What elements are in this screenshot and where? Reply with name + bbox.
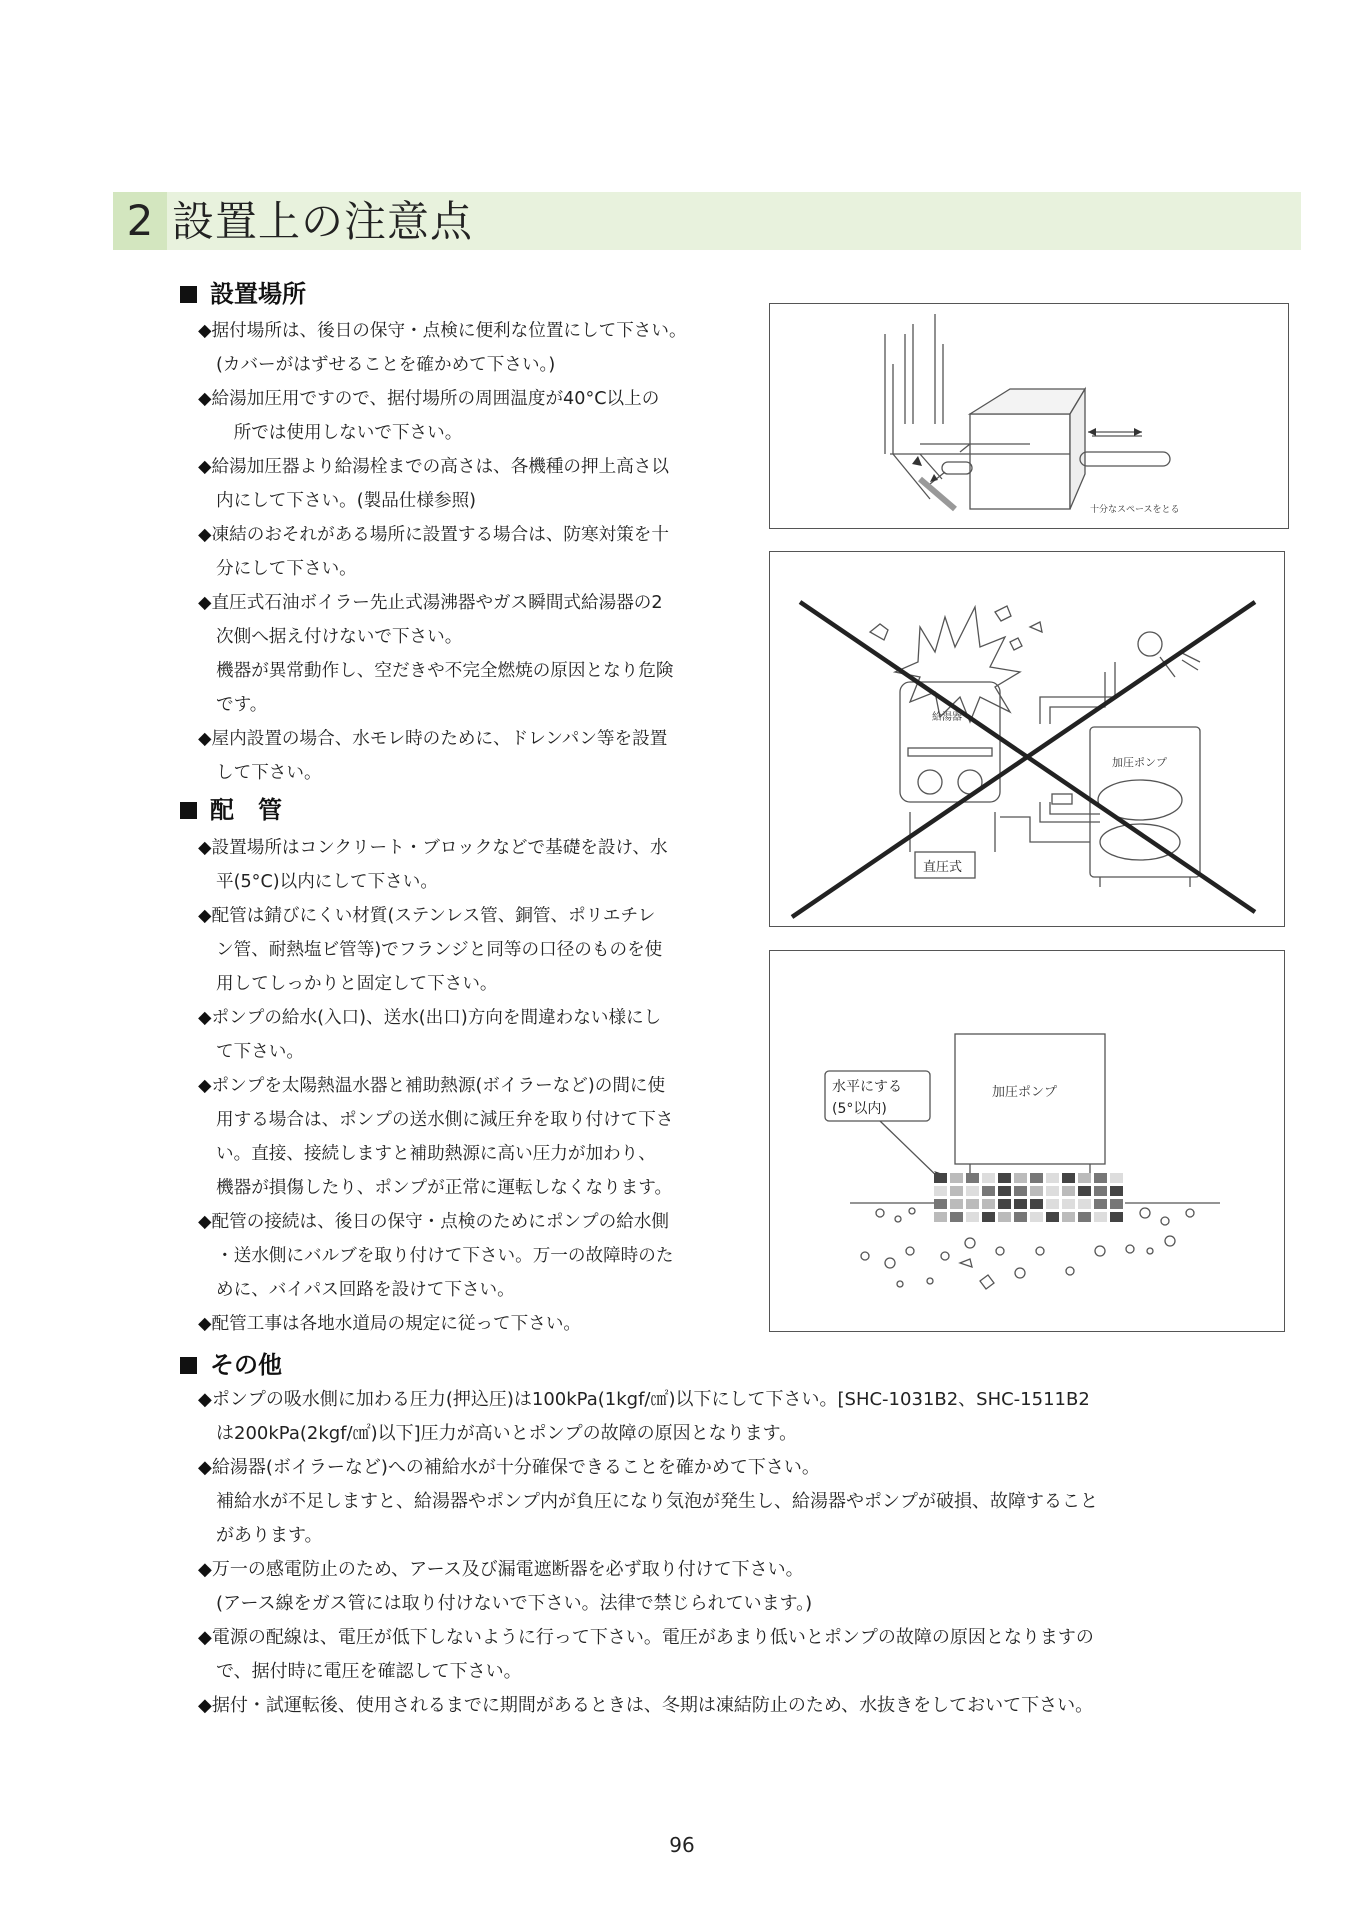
foundation-block <box>1030 1212 1043 1222</box>
line-text: 給湯加圧器より給湯栓までの高さは、各機種の押上高さ以 <box>211 457 669 477</box>
diamond-bullet-icon: ◆ <box>198 1212 212 1232</box>
fig2-type-label: 直圧式 <box>923 860 963 875</box>
line-text: 電源の配線は、電圧が低下しないように行って下さい。電圧があまり低いとポンプの故障の原因となりますの <box>211 1627 1094 1648</box>
diamond-bullet-icon: ◆ <box>198 1627 212 1648</box>
bullet-continuation <box>198 967 673 1001</box>
bullet-item <box>198 586 687 620</box>
foundation-block <box>1014 1186 1027 1196</box>
installation-space-illustration <box>770 304 1290 530</box>
foundation-block <box>1110 1173 1123 1183</box>
line-text: (カバーがはずせることを確かめて下さい。) <box>216 355 556 375</box>
foundation-block <box>1078 1173 1091 1183</box>
diamond-bullet-icon: ◆ <box>198 457 212 477</box>
bullet-continuation <box>198 1519 1098 1553</box>
foundation-block <box>1046 1186 1059 1196</box>
foundation-block <box>966 1199 979 1209</box>
line-text: で、据付時に電圧を確認して下さい。 <box>216 1661 522 1682</box>
level-foundation-illustration <box>770 951 1286 1333</box>
diamond-bullet-icon: ◆ <box>198 906 212 926</box>
foundation-block <box>1078 1212 1091 1222</box>
foundation-block <box>934 1173 947 1183</box>
figure-installation-space <box>769 303 1289 529</box>
piping-text <box>198 831 673 1341</box>
bullet-continuation <box>198 1655 1098 1689</box>
foundation-block <box>998 1186 1011 1196</box>
foundation-block <box>966 1212 979 1222</box>
bullet-continuation <box>198 348 687 382</box>
line-text: 分にして下さい。 <box>216 559 357 579</box>
bullet-continuation <box>198 484 687 518</box>
bullet-continuation <box>198 933 673 967</box>
foundation-block <box>1014 1173 1027 1183</box>
line-text: 万一の感電防止のため、アース及び漏電遮断器を必ず取り付けて下さい。 <box>211 1559 804 1580</box>
bullet-continuation <box>198 865 673 899</box>
line-text: い。直接、接続しますと補助熱源に高い圧力が加わり、 <box>216 1144 656 1164</box>
bullet-item <box>198 899 673 933</box>
bullet-continuation <box>198 1035 673 1069</box>
fig3-callout-line2: (5°以内) <box>832 1101 887 1117</box>
foundation-block <box>1062 1212 1075 1222</box>
line-text: 所では使用しないで下さい。 <box>216 423 463 443</box>
foundation-block <box>1014 1199 1027 1209</box>
location-text <box>198 314 687 790</box>
line-text: 凍結のおそれがある場所に設置する場合は、防寒対策を十 <box>211 525 669 545</box>
fig1-caption: 十分なスペースをとる <box>1090 505 1180 515</box>
figure-direct-pressure-prohibited <box>769 551 1285 927</box>
bullet-continuation <box>198 1417 1098 1451</box>
foundation-block <box>998 1173 1011 1183</box>
foundation-block <box>950 1186 963 1196</box>
bullet-item <box>198 1621 1098 1655</box>
bullet-continuation <box>198 1137 673 1171</box>
diamond-bullet-icon: ◆ <box>198 525 212 545</box>
bullet-continuation <box>198 1587 1098 1621</box>
line-text: は200kPa(2kgf/㎠)以下]圧力が高いとポンプの故障の原因となります。 <box>216 1423 798 1444</box>
bullet-continuation <box>198 1273 673 1307</box>
line-text: 据付場所は、後日の保守・点検に便利な位置にして下さい。 <box>211 321 687 341</box>
line-text: 配管は錆びにくい材質(ステンレス管、銅管、ポリエチレ <box>211 906 656 926</box>
foundation-block <box>1030 1173 1043 1183</box>
foundation-block <box>982 1173 995 1183</box>
line-text: があります。 <box>216 1525 323 1546</box>
concrete-block-foundation <box>934 1173 1123 1222</box>
foundation-block <box>1046 1212 1059 1222</box>
bullet-item <box>198 722 687 756</box>
line-text: ポンプを太陽熱温水器と補助熱源(ボイラーなど)の間に使 <box>211 1076 666 1096</box>
foundation-block <box>998 1212 1011 1222</box>
bullet-item <box>198 382 687 416</box>
line-text: して下さい。 <box>216 763 322 783</box>
diamond-bullet-icon: ◆ <box>198 593 212 613</box>
square-bullet-icon <box>180 286 197 303</box>
page-number: 96 <box>669 1833 695 1857</box>
fig3-pump-label: 加圧ポンプ <box>992 1085 1058 1100</box>
line-text: (アース線をガス管には取り付けないで下さい。法律で禁じられています。) <box>216 1593 813 1614</box>
diamond-bullet-icon: ◆ <box>198 1008 212 1028</box>
bullet-item <box>198 314 687 348</box>
bullet-continuation <box>198 416 687 450</box>
bullet-continuation <box>198 688 687 722</box>
section-heading-piping: 配 管 <box>180 795 282 825</box>
foundation-block <box>982 1199 995 1209</box>
bullet-item <box>198 1307 673 1341</box>
section-number: 2 <box>113 192 167 250</box>
square-bullet-icon <box>180 1357 197 1374</box>
foundation-block <box>1046 1199 1059 1209</box>
line-text: ・送水側にバルブを取り付けて下さい。万一の故障時のた <box>216 1246 674 1266</box>
line-text: 直圧式石油ボイラー先止式湯沸器やガス瞬間式給湯器の2 <box>211 593 663 613</box>
line-text: ン管、耐熱塩ビ管等)でフランジと同等の口径のものを使 <box>216 940 663 960</box>
bullet-item <box>198 1383 1098 1417</box>
bullet-continuation <box>198 654 687 688</box>
line-text: です。 <box>216 695 268 715</box>
section-heading-location: 設置場所 <box>180 279 306 309</box>
foundation-block <box>1046 1173 1059 1183</box>
line-text: 補給水が不足しますと、給湯器やポンプ内が負圧になり気泡が発生し、給湯器やポンプが破損、故障すること <box>216 1491 1098 1512</box>
diamond-bullet-icon: ◆ <box>198 321 212 341</box>
line-text: ポンプの給水(入口)、送水(出口)方向を間違わない様にし <box>211 1008 662 1028</box>
line-text: て下さい。 <box>216 1042 304 1062</box>
fig2-heater-label: 給湯器 <box>932 712 962 723</box>
line-text: 配管工事は各地水道局の規定に従って下さい。 <box>211 1314 582 1334</box>
line-text: 用する場合は、ポンプの送水側に減圧弁を取り付けて下さ <box>216 1110 674 1130</box>
foundation-block <box>1110 1199 1123 1209</box>
diamond-bullet-icon: ◆ <box>198 389 212 409</box>
direct-pressure-illustration <box>770 552 1286 928</box>
foundation-block <box>966 1173 979 1183</box>
foundation-block <box>1014 1212 1027 1222</box>
bullet-continuation <box>198 1103 673 1137</box>
bullet-continuation <box>198 552 687 586</box>
bullet-item <box>198 1451 1098 1485</box>
foundation-block <box>1094 1173 1107 1183</box>
line-text: 給湯加圧用ですので、据付場所の周囲温度が40°C以上の <box>211 389 660 409</box>
foundation-block <box>950 1212 963 1222</box>
fig3-callout-line1: 水平にする <box>832 1079 902 1095</box>
bullet-item <box>198 450 687 484</box>
foundation-block <box>934 1186 947 1196</box>
bullet-item <box>198 518 687 552</box>
bullet-item <box>198 1001 673 1035</box>
foundation-block <box>998 1199 1011 1209</box>
bullet-continuation <box>198 756 687 790</box>
bullet-item <box>198 831 673 865</box>
foundation-block <box>982 1186 995 1196</box>
bullet-item <box>198 1553 1098 1587</box>
section-heading-other: その他 <box>180 1350 282 1380</box>
line-text: 給湯器(ボイラーなど)への補給水が十分確保できることを確かめて下さい。 <box>211 1457 820 1478</box>
line-text: 内にして下さい。(製品仕様参照) <box>216 491 477 511</box>
line-text: 次側へ据え付けないで下さい。 <box>216 627 463 647</box>
diamond-bullet-icon: ◆ <box>198 1389 212 1410</box>
figure-level-foundation <box>769 950 1285 1332</box>
foundation-block <box>982 1212 995 1222</box>
foundation-block <box>934 1199 947 1209</box>
line-text: 据付・試運転後、使用されるまでに期間があるときは、冬期は凍結防止のため、水抜きをしておいて下さい。 <box>211 1695 1094 1716</box>
other-text <box>198 1383 1098 1723</box>
line-text: 屋内設置の場合、水モレ時のために、ドレンパン等を設置 <box>211 729 668 749</box>
foundation-block <box>1110 1186 1123 1196</box>
bullet-continuation <box>198 620 687 654</box>
bullet-item <box>198 1069 673 1103</box>
foundation-block <box>950 1173 963 1183</box>
diamond-bullet-icon: ◆ <box>198 1076 212 1096</box>
foundation-block <box>1078 1186 1091 1196</box>
foundation-block <box>1062 1173 1075 1183</box>
foundation-block <box>1094 1212 1107 1222</box>
bullet-continuation <box>198 1171 673 1205</box>
diamond-bullet-icon: ◆ <box>198 729 212 749</box>
foundation-block <box>1030 1199 1043 1209</box>
foundation-block <box>1094 1199 1107 1209</box>
line-text: めに、バイパス回路を設けて下さい。 <box>216 1280 515 1300</box>
diamond-bullet-icon: ◆ <box>198 1559 212 1580</box>
diamond-bullet-icon: ◆ <box>198 1314 212 1334</box>
square-bullet-icon <box>180 802 197 819</box>
foundation-block <box>1062 1199 1075 1209</box>
line-text: 機器が損傷したり、ポンプが正常に運転しなくなります。 <box>216 1178 673 1198</box>
bullet-item <box>198 1689 1098 1723</box>
line-text: 配管の接続は、後日の保守・点検のためにポンプの給水側 <box>211 1212 669 1232</box>
line-text: 設置場所はコンクリート・ブロックなどで基礎を設け、水 <box>211 838 668 858</box>
diamond-bullet-icon: ◆ <box>198 1457 212 1478</box>
bullet-continuation <box>198 1485 1098 1519</box>
foundation-block <box>1062 1186 1075 1196</box>
bullet-item <box>198 1205 673 1239</box>
line-text: 機器が異常動作し、空だきや不完全燃焼の原因となり危険 <box>216 661 674 681</box>
line-text: 用してしっかりと固定して下さい。 <box>216 974 498 994</box>
foundation-block <box>1094 1186 1107 1196</box>
foundation-block <box>1078 1199 1091 1209</box>
line-text: 平(5°C)以内にして下さい。 <box>216 872 438 892</box>
foundation-block <box>1030 1186 1043 1196</box>
page-title: 設置上の注意点 <box>172 197 474 246</box>
line-text: ポンプの吸水側に加わる圧力(押込圧)は100kPa(1kgf/㎠)以下にして下さい。[SHC-1031B2、SHC-1511B2 <box>211 1389 1090 1410</box>
bullet-continuation <box>198 1239 673 1273</box>
diamond-bullet-icon: ◆ <box>198 838 212 858</box>
foundation-block <box>950 1199 963 1209</box>
foundation-block <box>934 1212 947 1222</box>
diamond-bullet-icon: ◆ <box>198 1695 212 1716</box>
foundation-block <box>1110 1212 1123 1222</box>
fig2-pump-label: 加圧ポンプ <box>1112 756 1167 769</box>
foundation-block <box>966 1186 979 1196</box>
